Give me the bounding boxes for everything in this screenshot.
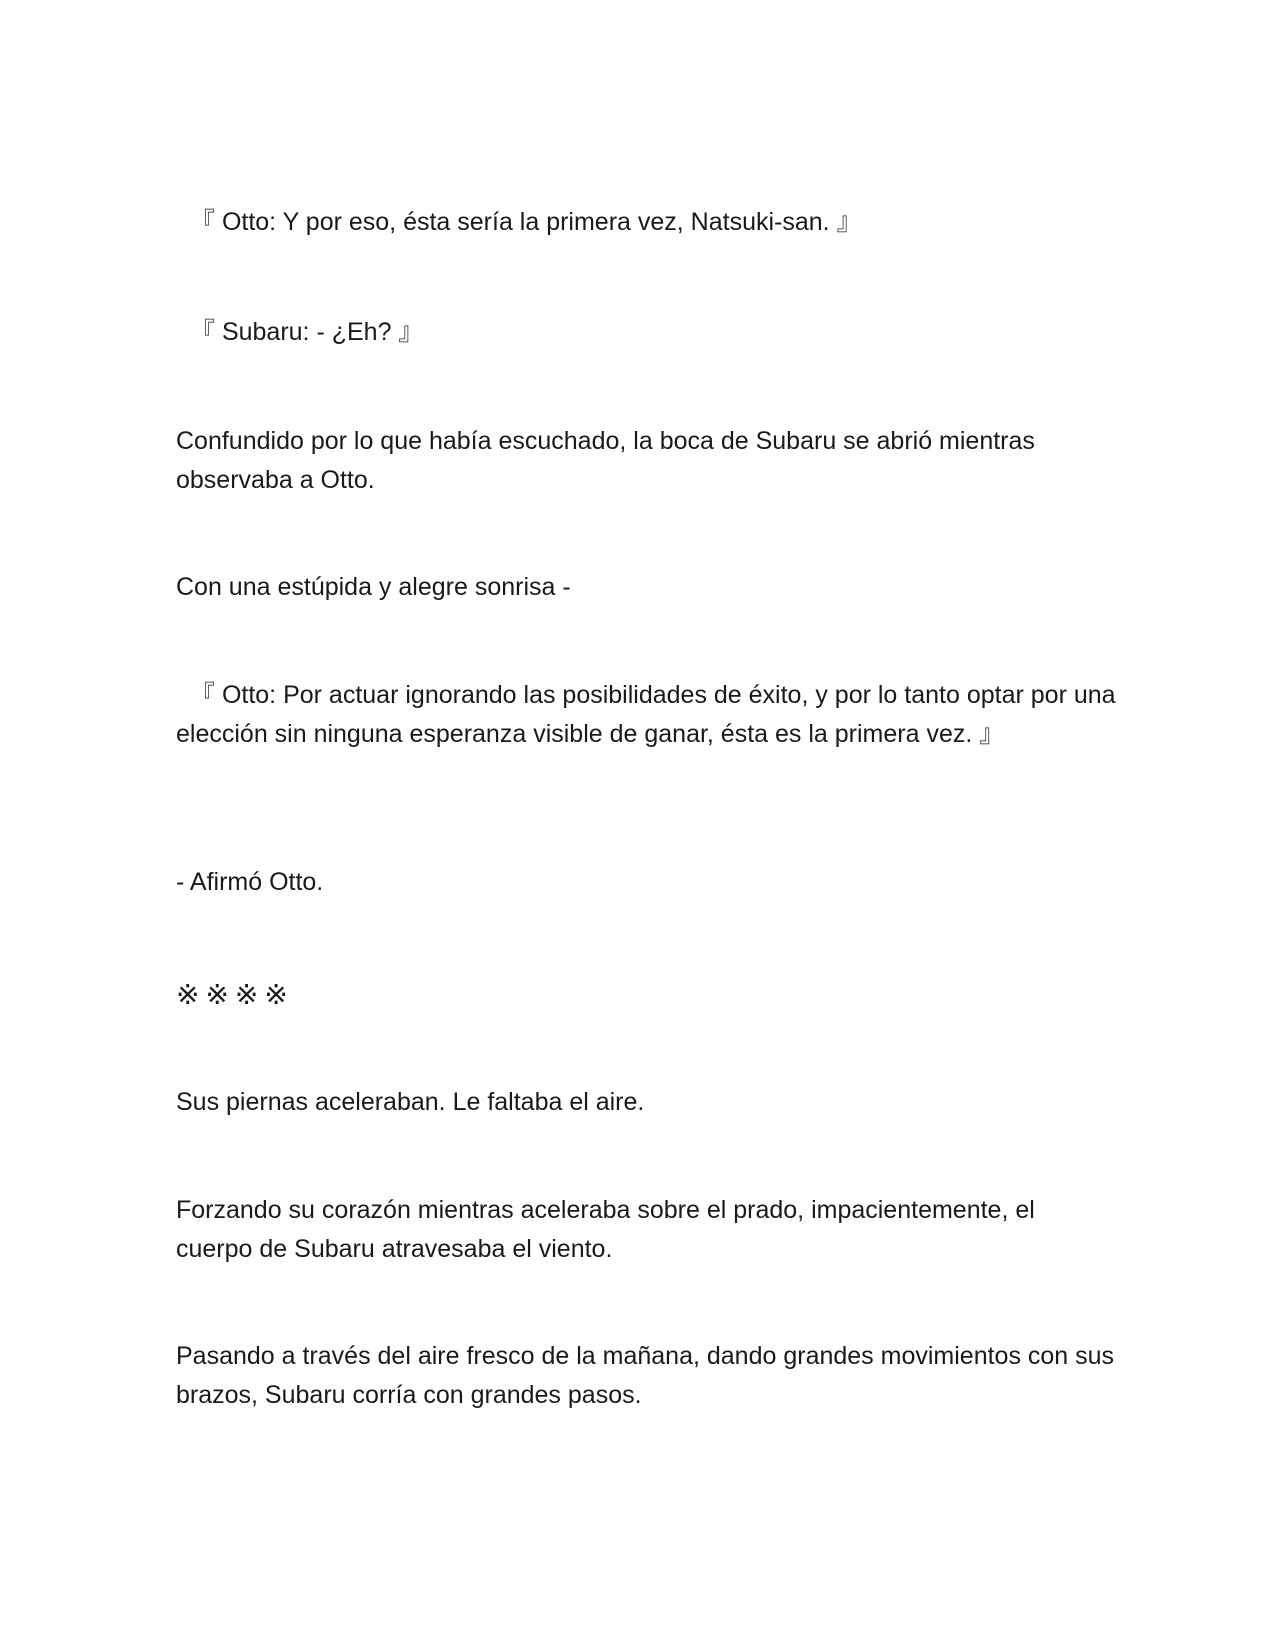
dialogue-otto-first-time: 『 Otto: Y por eso, ésta sería la primera vez, Natsuki-san. 』 (190, 208, 862, 236)
dialogue-otto-choice: 『 Otto: Por actuar ignorando las posibilidades de éxito, y por lo tanto optar por una elección sin ninguna esperanza visible de ganar, ésta es la primera vez. 』 (176, 681, 1116, 748)
paragraph-heart: Forzando su corazón mientras aceleraba sobre el prado, impacientemente, el cuerpo de Subaru atravesaba el viento. (176, 1196, 1035, 1263)
scene-separator: ※※※※ (176, 978, 294, 1011)
paragraph-running: Pasando a través del aire fresco de la mañana, dando grandes movimientos con sus brazos, Subaru corría con grandes pasos. (176, 1342, 1115, 1409)
paragraph-confused: Confundido por lo que había escuchado, la boca de Subaru se abrió mientras observaba a Otto. (176, 427, 1035, 494)
paragraph-smile: Con una estúpida y alegre sonrisa - (176, 573, 571, 601)
paragraph-legs: Sus piernas aceleraban. Le faltaba el aire. (176, 1088, 645, 1116)
paragraph-affirmed: - Afirmó Otto. (176, 868, 324, 896)
dialogue-subaru-eh: 『 Subaru: - ¿Eh? 』 (190, 318, 424, 346)
